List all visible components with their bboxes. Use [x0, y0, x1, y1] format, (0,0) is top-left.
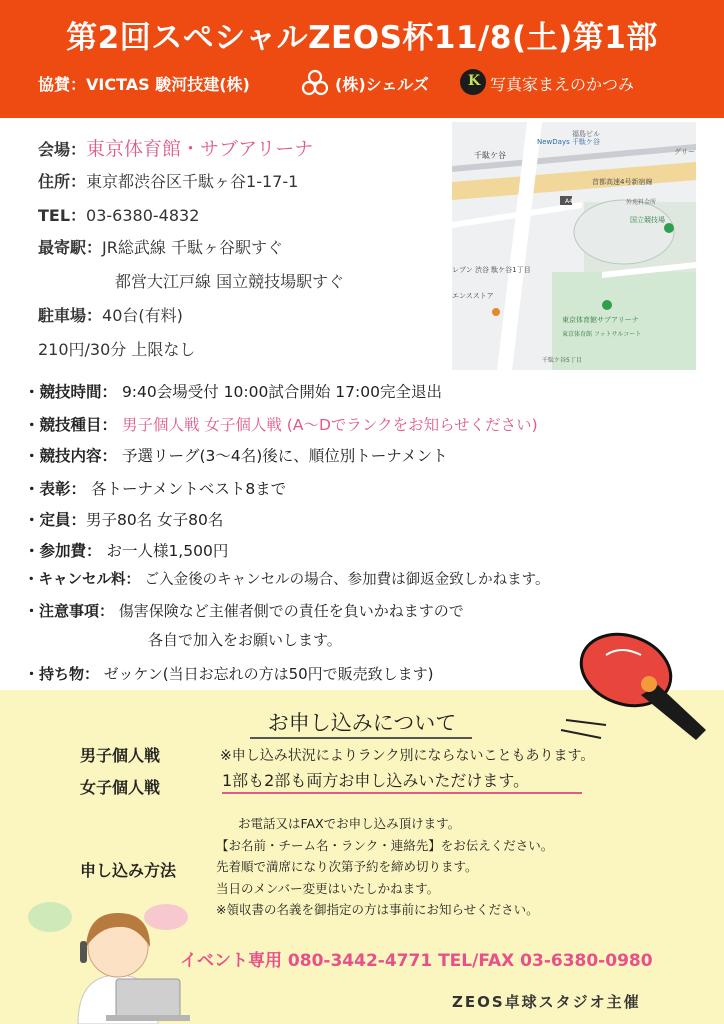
- shells-logo-icon: [301, 69, 329, 97]
- map-label: レブン 渋谷 駄ケ谷1丁目: [452, 266, 531, 274]
- detail-notice-cont: [148, 629, 342, 650]
- photographer-logo-icon: [460, 69, 486, 95]
- map-label: 国立競技場: [630, 216, 665, 224]
- detail-time: [24, 380, 442, 402]
- parking-fee: 210円/30分 上限なし: [38, 340, 196, 359]
- sponsor-shells: (株)シェルズ: [335, 75, 429, 94]
- venue-label: 会場：: [38, 140, 87, 159]
- title-underline: [250, 737, 472, 739]
- detail-key: ・参加費：: [24, 542, 102, 560]
- detail-key: ・競技時間：: [24, 383, 118, 401]
- both-parts-underline: [222, 792, 582, 794]
- detail-value: 男子個人戦 女子個人戦 (A～Dでランクをお知らせください): [117, 416, 538, 434]
- station-row: [38, 235, 283, 258]
- detail-cancel: [24, 568, 549, 589]
- method-line: 【お名前・チーム名・ランク・連絡先】をお伝えください。: [216, 838, 554, 853]
- map-label: 福島ビル: [572, 130, 600, 138]
- address-value: 東京都渋谷区千駄ヶ谷1-17-1: [86, 172, 299, 191]
- detail-value: お一人様1,500円: [101, 542, 229, 560]
- parking-value: 40台(有料): [102, 306, 183, 325]
- detail-key: ・キャンセル料：: [24, 572, 140, 588]
- tel-row: [38, 203, 199, 226]
- host-label: ZEOS卓球スタジオ主催: [452, 993, 641, 1011]
- sponsor-photographer: 写真家まえのかつみ: [490, 75, 635, 94]
- detail-capacity: [24, 508, 223, 530]
- detail-format: [24, 444, 448, 466]
- method-line-receipt: ※領収書の名義を御指定の方は事前にお知らせください。: [216, 902, 539, 917]
- address-row: [38, 169, 298, 192]
- detail-key: ・持ち物：: [24, 665, 100, 683]
- detail-value: ご入金後のキャンセルの場合、参加費は御返金致しかねます。: [140, 572, 550, 588]
- method-label: 申し込み方法: [80, 861, 177, 880]
- category-women: 女子個人戦: [80, 778, 161, 797]
- map-label: 千駄ケ谷5丁目: [542, 357, 582, 364]
- both-parts-note: 1部も2部も両方お申し込みいただけます。: [222, 771, 530, 790]
- map-label: NewDays 千駄ケ谷: [537, 138, 600, 146]
- page-title: 第2回スペシャルZEOS杯11/8(土)第1部: [66, 20, 658, 56]
- venue-map[interactable]: [452, 122, 696, 370]
- tel-value: 03-6380-4832: [86, 206, 200, 225]
- station-1: JR総武線 千駄ヶ谷駅すぐ: [102, 238, 283, 257]
- rank-note: ※申し込み状況によりランク別にならないこともあります。: [220, 748, 595, 764]
- address-label: 住所：: [38, 172, 87, 191]
- contact-numbers: イベント専用 080-3442-4771 TEL/FAX 03-6380-0980: [180, 951, 653, 971]
- parking-label: 駐車場：: [38, 306, 103, 325]
- header-banner: [0, 0, 724, 118]
- detail-value: 傷害保険など主催者側での責任を負いかねますので: [114, 602, 464, 620]
- detail-value: 各自で加入をお願いします。: [148, 631, 342, 649]
- detail-value: 9:40会場受付 10:00試合開始 17:00完全退出: [117, 383, 442, 401]
- map-label: 首都高速4号新宿線: [592, 178, 653, 186]
- map-label: 東京体育館サブアリーナ: [562, 316, 639, 324]
- ping-pong-paddle-icon: [546, 630, 724, 760]
- detail-key: ・定員：: [24, 511, 87, 529]
- detail-event: [24, 413, 538, 435]
- detail-notice: [24, 600, 464, 621]
- map-label: 千駄ケ谷: [474, 151, 506, 160]
- detail-fee: [24, 539, 228, 561]
- detail-award: [24, 477, 286, 499]
- sponsor-label: 協賛：VICTAS 駿河技建(株): [38, 75, 250, 94]
- map-label: A4: [565, 198, 573, 205]
- detail-value: ゼッケン(当日お忘れの方は50円で販売致します): [99, 665, 434, 683]
- detail-key: ・表彰：: [24, 480, 87, 498]
- map-label: エンスストア: [452, 292, 494, 300]
- map-label: 東京体育館 フットサルコート: [562, 331, 642, 338]
- application-title: お申し込みについて: [267, 711, 457, 735]
- parking-row: [38, 303, 183, 326]
- map-label: グリー: [674, 148, 695, 156]
- category-men: 男子個人戦: [80, 746, 161, 765]
- detail-key: ・注意事項：: [24, 602, 115, 620]
- detail-value: 予選リーグ(3～4名)後に、順位別トーナメント: [117, 447, 448, 465]
- map-graphic: [452, 122, 696, 370]
- detail-belongings: [24, 663, 434, 684]
- tel-label: TEL：: [38, 206, 87, 225]
- detail-key: ・競技内容：: [24, 447, 118, 465]
- venue-row: [38, 134, 313, 161]
- method-line: 先着順で満席になり次第予約を締め切ります。: [216, 859, 478, 874]
- station-2: 都営大江戸線 国立競技場駅すぐ: [115, 272, 345, 291]
- method-line: 当日のメンバー変更はいたしかねます。: [216, 881, 440, 896]
- map-label: 外苑料金所: [626, 199, 657, 206]
- detail-value: 各トーナメントベスト8まで: [86, 480, 287, 498]
- detail-key: ・競技種目：: [24, 416, 118, 434]
- station-label: 最寄駅：: [38, 238, 103, 257]
- detail-value: 男子80名 女子80名: [86, 511, 224, 529]
- venue-value: 東京体育館・サブアリーナ: [86, 138, 314, 160]
- method-line: お電話又はFAXでお申し込み頂けます。: [238, 816, 461, 831]
